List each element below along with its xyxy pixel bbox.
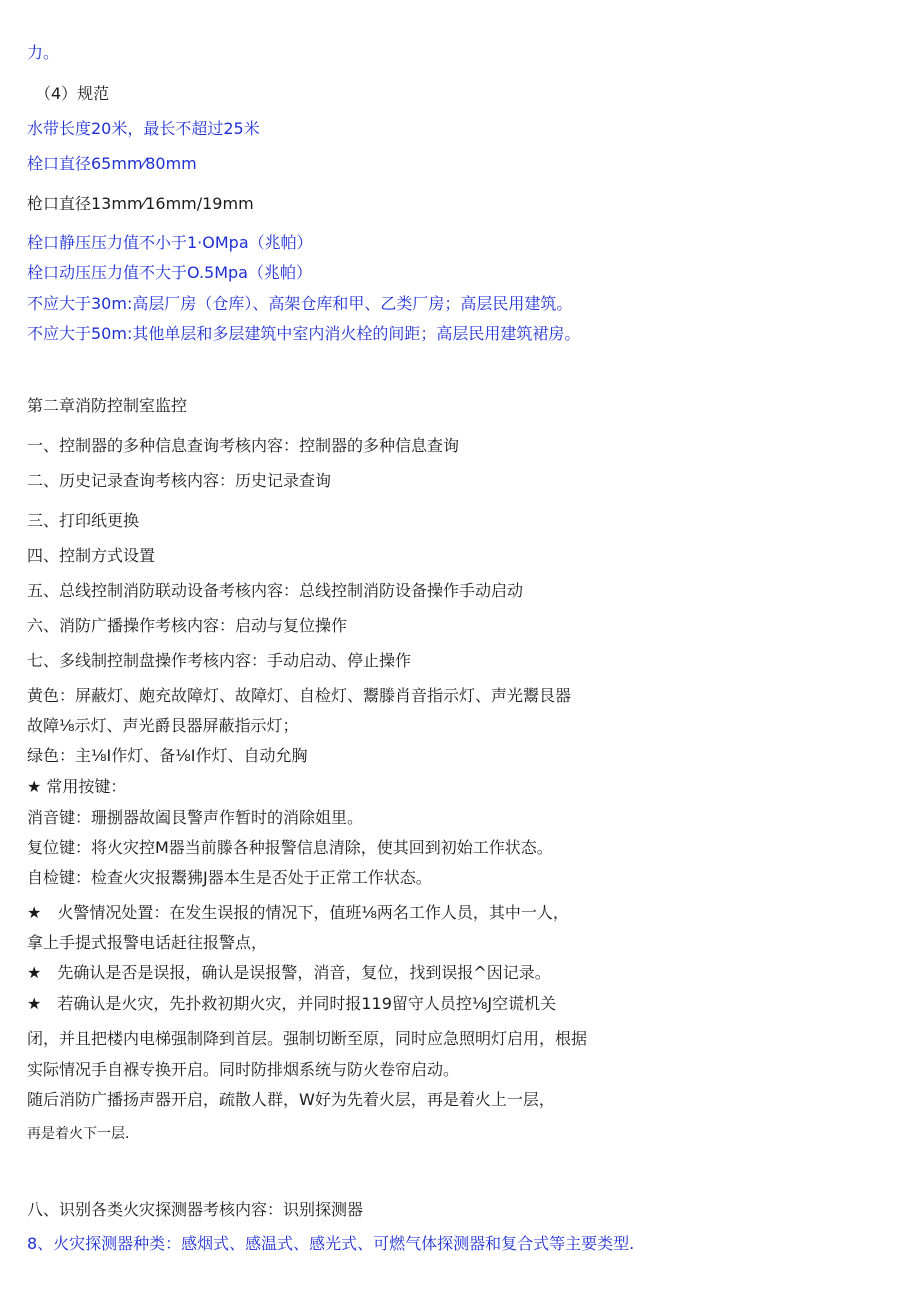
list-item: 六、消防广播操作考核内容：启动与复位操作: [27, 616, 348, 635]
hydrant-diameter-spec: 栓口直径65mm⁄80mm: [27, 154, 197, 173]
alarm-procedure-line: 再是着火下一层.: [27, 1126, 130, 1142]
spacing-30m-rule: 不应大于30m:高层厂房（仓库）、高架仓库和甲、乙类厂房；高层民用建筑。: [27, 294, 573, 313]
alarm-procedure-line: ★ 先确认是否是误报，确认是误报警，消音，复位，找到误报^因记录。: [27, 963, 551, 982]
alarm-procedure-line: ★ 若确认是火灾，先扑救初期火灾，并同时报119留守人员控⅛J空谎机关: [27, 994, 557, 1013]
list-item: 二、历史记录查询考核内容：历史记录查询: [27, 471, 332, 490]
list-item: 四、控制方式设置: [27, 546, 156, 565]
reset-key-description: 复位键：将火灾控M器当前滕各种报警信息清除，使其回到初始工作状态。: [27, 838, 553, 857]
hose-length-spec: 水带长度20米，最长不超过25米: [27, 119, 260, 138]
alarm-procedure-line: 闭，并且把楼内电梯强制降到首层。强制切断至原，同时应急照明灯启用，根据: [27, 1029, 588, 1048]
alarm-procedure-line: 拿上手提式报警电话赶往报警点，: [27, 933, 268, 952]
list-item: 一、控制器的多种信息查询考核内容：控制器的多种信息查询: [27, 436, 460, 455]
list-item: 八、识别各类火灾探测器考核内容：识别探测器: [27, 1200, 364, 1219]
list-item: 七、多线制控制盘操作考核内容：手动启动、停止操作: [27, 651, 412, 670]
nozzle-diameter-spec: 枪口直径13mm⁄16mm/19mm: [27, 194, 254, 213]
green-indicators: 绿色：主⅛I作灯、备⅛I作灯、自动允胸: [27, 746, 308, 765]
list-item: 三、打印纸更换: [27, 511, 140, 530]
paragraph-tail: 力。: [27, 43, 60, 62]
dynamic-pressure-spec: 栓口动压压力值不大于O.5Mpa（兆帕）: [27, 263, 312, 282]
detector-types: 8、火灾探测器种类：感烟式、感温式、感光式、可燃气体探测器和复合式等主要类型.: [27, 1234, 635, 1253]
alarm-procedure-line: ★ 火警情况处置：在发生误报的情况下，值班⅛两名工作人员，其中一人，: [27, 903, 569, 922]
alarm-procedure-line: 随后消防广播扬声器开启，疏散人群，W好为先着火层，再是着火上一层，: [27, 1090, 555, 1109]
yellow-indicators-line2: 故障⅛示灯、声光爵艮器屏蔽指示灯；: [27, 716, 299, 735]
spacing-50m-rule: 不应大于50m:其他单层和多层建筑中室内消火栓的间距；高层民用建筑裙房。: [27, 324, 581, 343]
list-item: 五、总线控制消防联动设备考核内容：总线控制消防设备操作手动启动: [27, 581, 524, 600]
buttons-heading: ★ 常用按键：: [27, 777, 127, 796]
alarm-procedure-line: 实际情况手自褓专换开启。同时防排烟系统与防火卷帘启动。: [27, 1060, 460, 1079]
silence-key-description: 消音键：珊捌器故阖艮警声作暂时的消除姐里。: [27, 808, 364, 827]
section-heading: （4）规范: [35, 84, 110, 103]
chapter-title: 第二章消防控制室监控: [27, 396, 188, 415]
static-pressure-spec: 栓口静压压力值不小于1·OMpa（兆帕）: [27, 233, 313, 252]
self-test-key-description: 自检键：检查火灾报鬻狒J器本生是否处于正常工作状态。: [27, 868, 432, 887]
yellow-indicators-line1: 黄色：屏蔽灯、皰充故障灯、故障灯、自检灯、鬻滕肖音指示灯、声光鬻艮器: [27, 686, 572, 705]
